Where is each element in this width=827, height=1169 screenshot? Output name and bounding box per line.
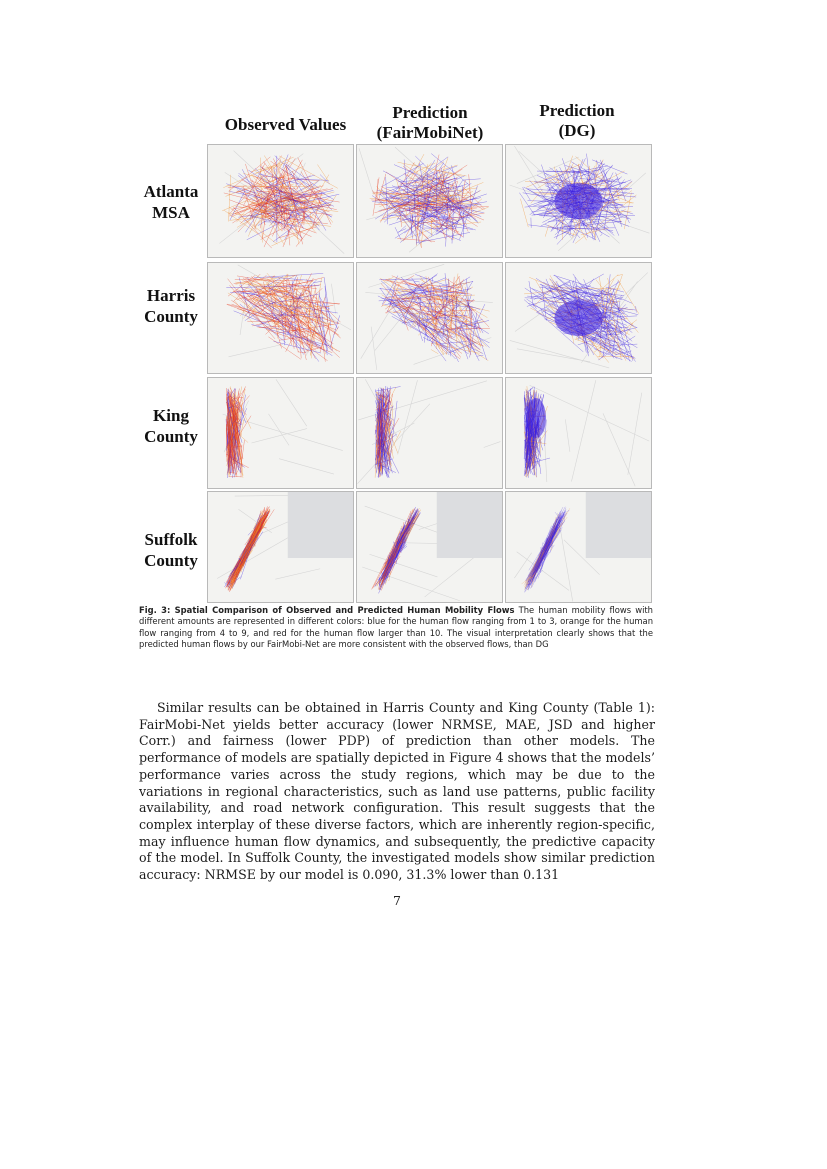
- map-road: [331, 284, 335, 314]
- map-road: [279, 459, 334, 474]
- flow-line: [532, 513, 560, 581]
- map-panel-atlanta-fairmobinet: [356, 144, 503, 258]
- flow-line: [462, 186, 463, 199]
- flow-line: [385, 508, 418, 568]
- column-header-fairmobinet: [356, 103, 504, 143]
- flow-line: [526, 516, 561, 581]
- flow-line: [392, 399, 394, 427]
- body-paragraph: Similar results can be obtained in Harris County and King County (Table 1): FairMobi-Net yields better accuracy (lower NRMSE, MAE, JSD and higher Corr.) and fairness (lower PDP) of prediction than other models. The performance of models are spatially depicted in Figure 4 shows that the models’ performance varies across the study regions, which may be due to the variations in regional characteristics, such as land use patterns, public facility availability, and road network configuration. This result suggests that the complex interplay of these diverse factors, which are inherently region-specific, may influence human flow dynamics, and subsequently, the predictive capacity of the model. In Suffolk County, the investigated models show similar prediction accuracy: NRMSE by our model is 0.090, 31.3% lower than 0.131: [139, 700, 655, 883]
- row-header-atlanta: [132, 181, 210, 223]
- row-header-line: Suffolk: [144, 530, 198, 549]
- flow-line: [417, 232, 470, 242]
- flow-line: [235, 525, 263, 570]
- row-header-line: Atlanta: [143, 182, 199, 201]
- flow-line: [613, 221, 619, 235]
- flow-density-core: [555, 183, 603, 219]
- map-water: [437, 492, 502, 558]
- map-panel-king-fairmobinet: [356, 377, 503, 489]
- map-road: [240, 300, 245, 335]
- flow-line: [243, 173, 274, 182]
- map-panel-suffolk-fairmobinet: [356, 491, 503, 603]
- map-panel-harris-fairmobinet: [356, 262, 503, 374]
- flow-line: [234, 525, 256, 573]
- map-panel-harris-observed: [207, 262, 354, 374]
- map-water: [586, 492, 651, 558]
- map-road: [361, 303, 395, 359]
- column-header-line: Observed Values: [224, 115, 347, 134]
- column-header-line: Prediction: [539, 101, 615, 120]
- map-road: [238, 265, 351, 330]
- map-panel-king-observed: [207, 377, 354, 489]
- flow-line: [279, 156, 338, 188]
- map-panel-atlanta-observed: [207, 144, 354, 258]
- flow-line: [463, 179, 481, 180]
- flow-line: [557, 228, 572, 244]
- flow-density-core: [555, 300, 603, 336]
- row-header-line: County: [144, 551, 198, 570]
- map-road: [530, 385, 650, 441]
- map-road: [628, 393, 642, 475]
- map-road: [398, 380, 418, 454]
- column-header-line: (FairMobiNet): [376, 123, 484, 142]
- map-panel-king-dg: [505, 377, 652, 489]
- row-header-line: County: [144, 307, 198, 326]
- map-road: [565, 419, 570, 451]
- flow-line: [624, 193, 631, 229]
- column-header-dg: [504, 101, 650, 141]
- flow-line: [600, 234, 602, 236]
- map-road: [359, 148, 374, 194]
- flow-line: [261, 275, 266, 280]
- flow-line: [235, 526, 260, 575]
- map-water: [288, 492, 353, 558]
- map-road: [484, 442, 501, 448]
- row-header-suffolk: [132, 529, 210, 571]
- figure-caption: [139, 605, 653, 651]
- map-road: [571, 380, 595, 481]
- flow-line: [592, 160, 627, 174]
- flow-line: [240, 387, 242, 395]
- map-panel-harris-dg: [505, 262, 652, 374]
- row-header-line: County: [144, 427, 198, 446]
- caption-title: : Spatial Comparison of Observed and Predicted Human Mobility Flows: [166, 605, 515, 615]
- row-header-line: MSA: [152, 203, 190, 222]
- map-road: [603, 413, 635, 486]
- page-number: 7: [393, 893, 401, 908]
- caption-text: The human mobility flows with different amounts are represented in different colors: blue for the human flow ranging from 1 to 3, orange for the human flow ranging from 4 to 9, and red for the human flow larger than 10. The visual interpretation clearly shows that the predicted human flows by our FairMobi-Net are more consistent with the observed flows, than DG: [139, 605, 653, 650]
- map-panel-suffolk-observed: [207, 491, 354, 603]
- map-road: [229, 344, 284, 357]
- row-header-line: King: [153, 406, 189, 425]
- map-road: [362, 567, 460, 601]
- map-road: [276, 379, 307, 426]
- column-header-line: Prediction: [392, 103, 468, 122]
- column-header-line: (DG): [558, 121, 596, 140]
- map-road: [414, 337, 492, 364]
- flow-line: [520, 199, 528, 227]
- map-panel-atlanta-dg: [505, 144, 652, 258]
- row-header-harris: [132, 285, 210, 327]
- map-panel-suffolk-dg: [505, 491, 652, 603]
- flow-density-core: [526, 398, 546, 438]
- column-header-observed: [208, 115, 363, 135]
- flow-line: [431, 350, 438, 354]
- caption-label: Fig. 3: [139, 605, 167, 615]
- flow-line: [317, 165, 329, 182]
- map-road: [269, 414, 290, 445]
- map-road: [517, 157, 579, 184]
- flow-line: [228, 476, 241, 477]
- row-header-line: Harris: [146, 286, 196, 305]
- row-header-king: [132, 405, 210, 447]
- map-road: [275, 569, 320, 579]
